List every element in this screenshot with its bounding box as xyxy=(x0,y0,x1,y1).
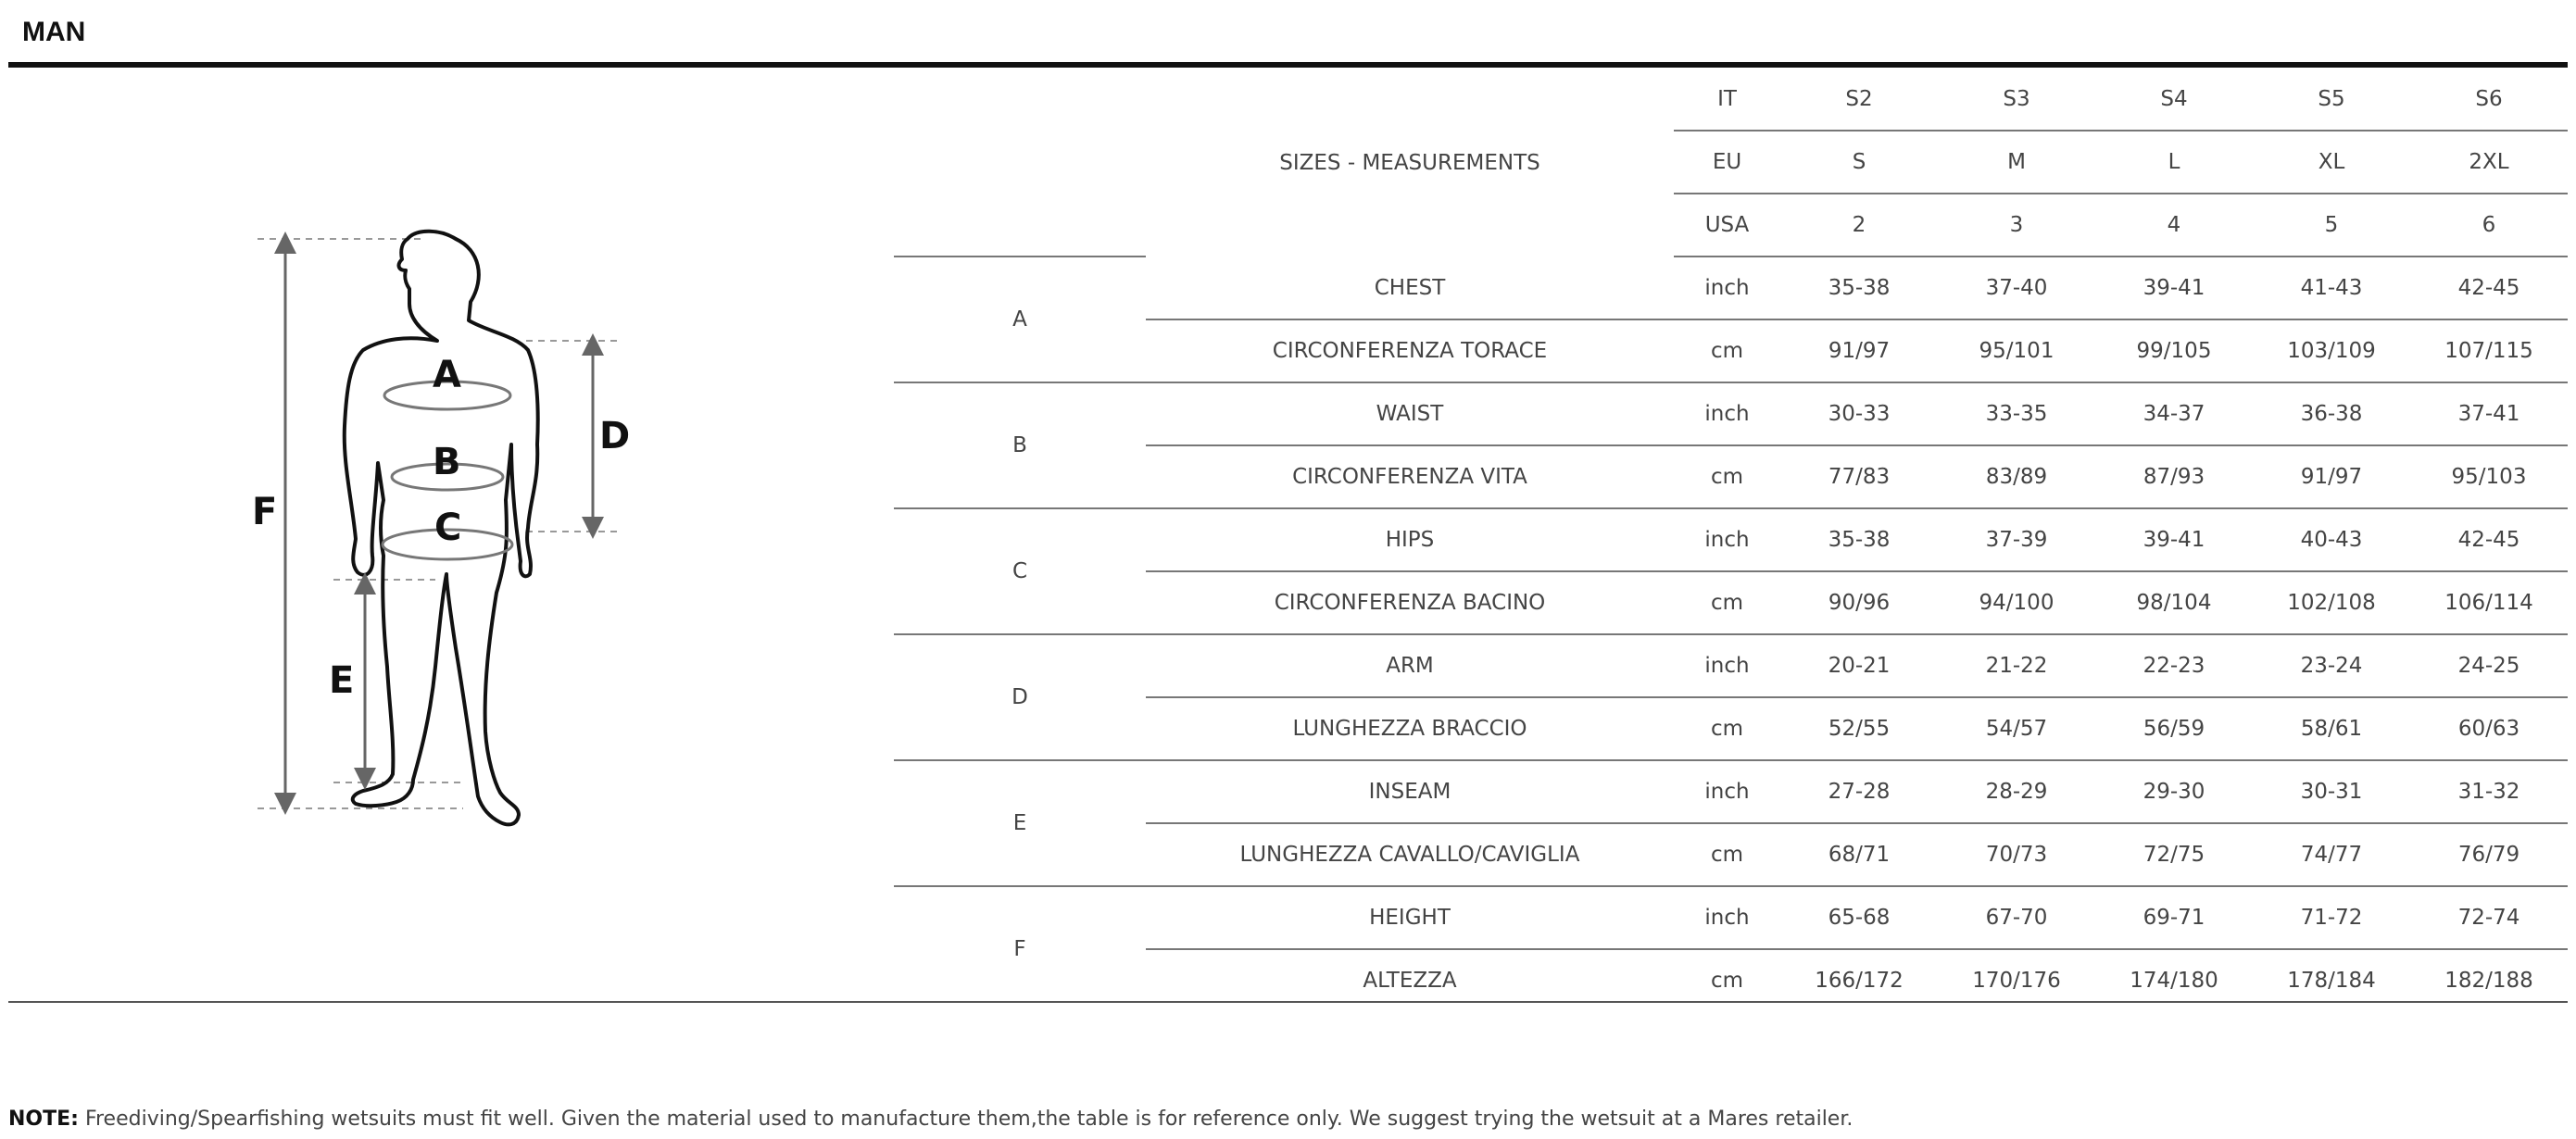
size-table xyxy=(894,69,2568,1011)
value-cell: 72/75 xyxy=(2095,823,2253,886)
value-cell: 23-24 xyxy=(2253,634,2410,697)
value-cell: 90/96 xyxy=(1780,571,1938,634)
size-system: USA xyxy=(1674,194,1780,257)
value-cell: 21-22 xyxy=(1938,634,2095,697)
size-header-cell: 5 xyxy=(2253,194,2410,257)
header-row-it xyxy=(894,69,2568,131)
measurement-label: LUNGHEZZA BRACCIO xyxy=(1146,697,1674,760)
table-row xyxy=(894,571,2568,634)
value-cell: 69-71 xyxy=(2095,886,2253,949)
value-cell: 33-35 xyxy=(1938,382,2095,445)
measurement-label: LUNGHEZZA CAVALLO/CAVIGLIA xyxy=(1146,823,1674,886)
size-header-cell: S3 xyxy=(1938,69,2095,131)
value-cell: 41-43 xyxy=(2253,257,2410,319)
size-header-cell: L xyxy=(2095,131,2253,194)
value-cell: 95/101 xyxy=(1938,319,2095,382)
unit-cell: cm xyxy=(1710,969,1744,993)
unit-cell: inch xyxy=(1674,508,1780,571)
unit-cell: cm xyxy=(1674,571,1780,634)
unit-cell: inch xyxy=(1674,382,1780,445)
table-row xyxy=(894,697,2568,760)
size-header-cell: XL xyxy=(2253,131,2410,194)
value-cell: 182/188 xyxy=(2444,969,2533,993)
size-header-cell: S5 xyxy=(2253,69,2410,131)
size-header-cell: S2 xyxy=(1780,69,1938,131)
value-cell: 56/59 xyxy=(2095,697,2253,760)
table-row xyxy=(894,886,2568,949)
value-cell: 35-38 xyxy=(1780,508,1938,571)
measurement-label: WAIST xyxy=(1146,382,1674,445)
size-header-cell: 4 xyxy=(2095,194,2253,257)
measurement-label: CIRCONFERENZA TORACE xyxy=(1146,319,1674,382)
value-cell: 166/172 xyxy=(1815,969,1904,993)
header-row-usa xyxy=(894,194,2568,257)
table-row xyxy=(894,257,2568,319)
value-cell: 83/89 xyxy=(1938,445,2095,508)
unit-cell: cm xyxy=(1674,697,1780,760)
group-letter: E xyxy=(894,760,1146,886)
measurement-label: CIRCONFERENZA BACINO xyxy=(1146,571,1674,634)
table-row xyxy=(894,823,2568,886)
header-spacer xyxy=(894,194,1146,257)
figure-label-f: F xyxy=(252,491,278,533)
table-row xyxy=(894,508,2568,571)
header-row-eu xyxy=(894,131,2568,194)
size-system: EU xyxy=(1674,131,1780,194)
value-cell: 35-38 xyxy=(1780,257,1938,319)
table-row xyxy=(894,319,2568,382)
unit-cell: cm xyxy=(1674,319,1780,382)
value-cell: 31-32 xyxy=(2410,760,2568,823)
unit-cell: cm xyxy=(1674,823,1780,886)
value-cell: 37-40 xyxy=(1938,257,2095,319)
value-cell: 70/73 xyxy=(1938,823,2095,886)
figure-label-a: A xyxy=(433,354,461,396)
value-cell: 107/115 xyxy=(2410,319,2568,382)
size-header-cell: 2 xyxy=(1780,194,1938,257)
value-cell: 74/77 xyxy=(2253,823,2410,886)
size-header-cell: S4 xyxy=(2095,69,2253,131)
value-cell: 42-45 xyxy=(2410,257,2568,319)
value-cell: 68/71 xyxy=(1780,823,1938,886)
figure-label-d: D xyxy=(599,415,631,457)
value-cell: 34-37 xyxy=(2095,382,2253,445)
measurement-label: ALTEZZA xyxy=(1363,969,1457,993)
size-header-cell: S xyxy=(1780,131,1938,194)
value-cell: 95/103 xyxy=(2410,445,2568,508)
value-cell: 40-43 xyxy=(2253,508,2410,571)
value-cell: 36-38 xyxy=(2253,382,2410,445)
value-cell: 91/97 xyxy=(1780,319,1938,382)
value-cell: 37-39 xyxy=(1938,508,2095,571)
figure-label-e: E xyxy=(329,659,355,702)
unit-cell: inch xyxy=(1674,257,1780,319)
value-cell: 20-21 xyxy=(1780,634,1938,697)
table-row xyxy=(894,382,2568,445)
value-cell: 174/180 xyxy=(2130,969,2218,993)
value-cell: 30-31 xyxy=(2253,760,2410,823)
page-title: MAN xyxy=(22,17,86,47)
header-spacer xyxy=(894,131,1146,194)
measurement-label: ARM xyxy=(1146,634,1674,697)
figure-label-b: B xyxy=(433,441,461,483)
figure-label-c: C xyxy=(434,507,462,549)
body-measurement-figure xyxy=(232,222,676,833)
size-header-cell: 3 xyxy=(1938,194,2095,257)
note-prefix: NOTE: xyxy=(8,1108,79,1131)
size-system: IT xyxy=(1674,69,1780,131)
value-cell: 91/97 xyxy=(2253,445,2410,508)
unit-cell: inch xyxy=(1674,760,1780,823)
value-cell: 65-68 xyxy=(1780,886,1938,949)
value-cell: 42-45 xyxy=(2410,508,2568,571)
value-cell: 52/55 xyxy=(1780,697,1938,760)
measurement-label: HIPS xyxy=(1146,508,1674,571)
value-cell: 106/114 xyxy=(2410,571,2568,634)
group-letter: F xyxy=(1013,937,1026,961)
header-spacer xyxy=(894,69,1146,131)
unit-cell: inch xyxy=(1674,886,1780,949)
table-row xyxy=(894,445,2568,508)
group-letter: B xyxy=(894,382,1146,508)
value-cell: 39-41 xyxy=(2095,508,2253,571)
value-cell: 94/100 xyxy=(1938,571,2095,634)
size-header-cell: M xyxy=(1938,131,2095,194)
value-cell: 76/79 xyxy=(2410,823,2568,886)
value-cell: 77/83 xyxy=(1780,445,1938,508)
value-cell: 39-41 xyxy=(2095,257,2253,319)
fit-note xyxy=(8,1108,1853,1131)
unit-cell: inch xyxy=(1674,634,1780,697)
value-cell: 170/176 xyxy=(1972,969,2061,993)
size-header-cell: 2XL xyxy=(2410,131,2568,194)
value-cell: 98/104 xyxy=(2095,571,2253,634)
value-cell: 103/109 xyxy=(2253,319,2410,382)
group-letter: A xyxy=(894,257,1146,382)
header-label: SIZES - MEASUREMENTS xyxy=(1279,150,1540,175)
table-bottom-divider xyxy=(8,1001,2568,1003)
value-cell: 71-72 xyxy=(2253,886,2410,949)
table-row xyxy=(894,760,2568,823)
value-cell: 102/108 xyxy=(2253,571,2410,634)
group-letter: D xyxy=(894,634,1146,760)
value-cell: 28-29 xyxy=(1938,760,2095,823)
value-cell: 22-23 xyxy=(2095,634,2253,697)
value-cell: 99/105 xyxy=(2095,319,2253,382)
value-cell: 27-28 xyxy=(1780,760,1938,823)
measurement-label: HEIGHT xyxy=(1146,886,1674,949)
measurement-label: CHEST xyxy=(1146,257,1674,319)
measurement-label: CIRCONFERENZA VITA xyxy=(1146,445,1674,508)
value-cell: 24-25 xyxy=(2410,634,2568,697)
unit-cell: cm xyxy=(1674,445,1780,508)
value-cell: 72-74 xyxy=(2410,886,2568,949)
size-header-cell: S6 xyxy=(2410,69,2568,131)
value-cell: 29-30 xyxy=(2095,760,2253,823)
measurement-label: INSEAM xyxy=(1146,760,1674,823)
value-cell: 37-41 xyxy=(2410,382,2568,445)
value-cell: 60/63 xyxy=(2410,697,2568,760)
value-cell: 67-70 xyxy=(1938,886,2095,949)
title-divider xyxy=(8,62,2568,68)
size-header-cell: 6 xyxy=(2410,194,2568,257)
value-cell: 87/93 xyxy=(2095,445,2253,508)
group-letter: C xyxy=(894,508,1146,634)
note-text: Freediving/Spearfishing wetsuits must fit well. Given the material used to manufacture them,the table is for reference only. We suggest trying the wetsuit at a Mares retailer. xyxy=(78,1108,1853,1131)
value-cell: 178/184 xyxy=(2287,969,2376,993)
value-cell: 54/57 xyxy=(1938,697,2095,760)
value-cell: 30-33 xyxy=(1780,382,1938,445)
table-row xyxy=(894,634,2568,697)
value-cell: 58/61 xyxy=(2253,697,2410,760)
